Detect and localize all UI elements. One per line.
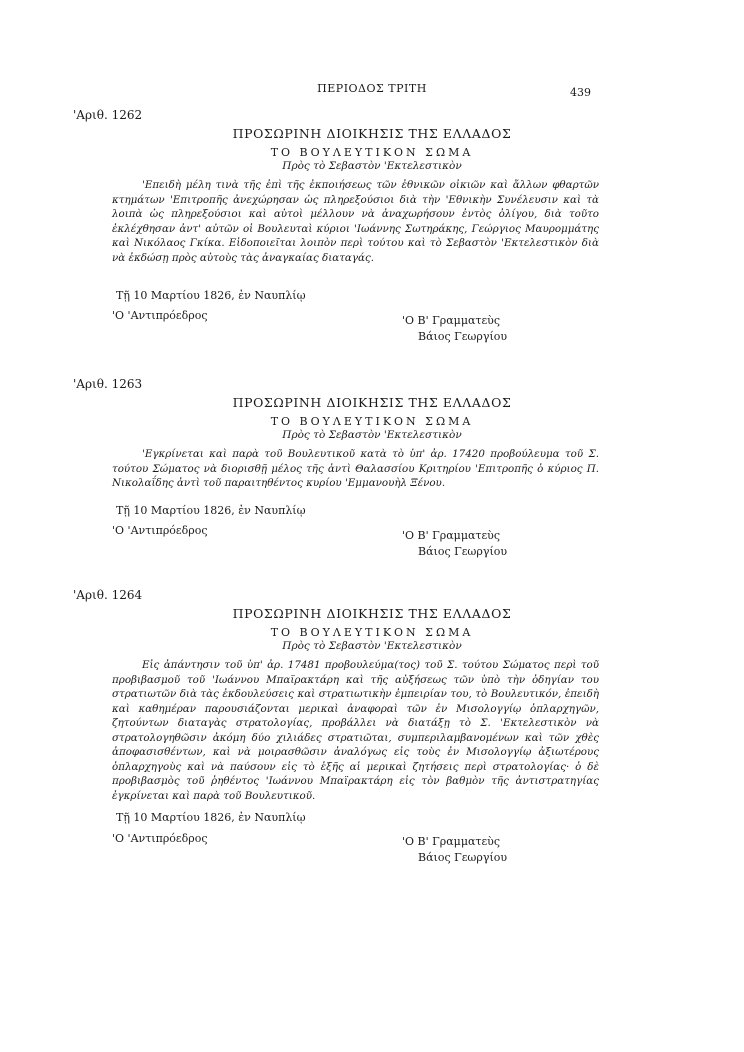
recipient-line: Πρὸς τὸ Σεβαστὸν 'Εκτελεστικὸν bbox=[282, 640, 462, 652]
document-text: 'Επειδὴ μέλη τινὰ τῆς ἐπὶ τῆς ἐκποιήσεως τῶν ἐθνικῶν οἰκιῶν καὶ ἄλλων φθαρτῶν κτημάτων 'Επιτροπῆς ἀνεχώρησαν ὡς πληρεξούσιοι διὰ τὴν 'Εθνικὴν Συνέλευσιν καὶ τὰ λοιπὰ ὡς πληρεξούσιοι καὶ αὐτοὶ μέλλουν νὰ ἀναχωρήσουν ἐντὸς ὀλίγου, διὰ τοῦτο ἐκλέχθησαν ἀντ' αὐτῶν οἱ Βουλευταὶ κύριοι 'Ιωάννης Σωτηράκης, Γεώργιος Μαυρομμάτης καὶ Νικόλαος Γκίκα. Εἰδοποιεῖται λοιπὸν περὶ τούτου καὶ τὸ Σεβαστὸν 'Εκτελεστικὸν διὰ νὰ ἐκδώσῃ πρὸς αὐτοὺς τὰς ἀναγκαίας διαταγάς. bbox=[112, 179, 599, 264]
date-line: Τῇ 10 Μαρτίου 1826, ἐν Ναυπλίῳ bbox=[116, 811, 306, 824]
document-number: 'Αριθ. 1263 bbox=[73, 377, 143, 391]
secretary-name: Βάιος Γεωργίου bbox=[418, 330, 508, 343]
document-text: 'Εγκρίνεται καὶ παρὰ τοῦ Βουλευτικοῦ κατὰ τὸ ὑπ' ἀρ. 17420 προβούλευμα τοῦ Σ. τούτου Σώματος νὰ διορισθῇ μέλος τῆς ἀντὶ Θαλασσίου Κριτηρίου 'Επιτροπῆς ὁ κύριος Π. Νικολαΐδης ἀντὶ τοῦ παραιτηθέντος κυρίου 'Εμμανουὴλ Ξένου. bbox=[112, 448, 599, 489]
secretary-title: 'Ο Β' Γραμματεὺς bbox=[402, 835, 501, 848]
document-1262 bbox=[0, 108, 744, 358]
authority-heading: ΠΡΟΣΩΡΙΝΗ ΔΙΟΙΚΗΣΙΣ ΤΗΣ ΕΛΛΑΔΟΣ bbox=[232, 606, 512, 621]
document-number: 'Αριθ. 1264 bbox=[73, 588, 143, 602]
page-header bbox=[0, 82, 744, 98]
running-title: ΠΕΡΙΟΔΟΣ ΤΡΙΤΗ bbox=[317, 82, 427, 95]
secretary-title: 'Ο Β' Γραμματεὺς bbox=[402, 314, 501, 327]
body-heading: ΤΟ ΒΟΥΛΕΥΤΙΚΟΝ ΣΩΜΑ bbox=[270, 146, 474, 159]
vice-president-signature: 'Ο 'Αντιπρόεδρος bbox=[112, 524, 208, 537]
vice-president-signature: 'Ο 'Αντιπρόεδρος bbox=[112, 309, 208, 322]
date-line: Τῇ 10 Μαρτίου 1826, ἐν Ναυπλίῳ bbox=[116, 289, 306, 302]
vice-president-signature: 'Ο 'Αντιπρόεδρος bbox=[112, 832, 208, 845]
document-text: Εἰς ἀπάντησιν τοῦ ὑπ' ἀρ. 17481 προβουλεύμα(τος) τοῦ Σ. τούτου Σώματος περὶ τοῦ προβιβασμοῦ τοῦ 'Ιωάννου Μπαϊρακτάρη καὶ τῆς αὐξήσεως τῶν ὑπὸ τὴν ὁδηγίαν του στρατιωτῶν διὰ τὰς ἐκδουλεύσεις καὶ στρατιωτικὴν ἐμπειρίαν του, τὸ Βουλευτικόν, ἐπειδὴ καὶ καθημέραν παρουσιάζονται μερικαὶ ἀναφοραὶ τῶν ἐν Μισολογγίῳ ὁπλαρχηγῶν, ζητούντων διαταγὰς στρατολογίας, προβάλλει νὰ διατάξῃ τὸ Σ. 'Εκτελεστικὸν νὰ στρατολογηθῶσιν ἀκόμη δύο χιλιάδες στρατιῶται, συμπεριλαμβανομένων καὶ τῶν χθὲς ἀποφασισθέντων, καὶ νὰ μοιρασθῶσιν ἀναλόγως εἰς τοὺς ἐν Μισολογγίῳ ἀξιωτέρους ὁπλαρχηγοὺς καὶ νὰ παύσουν εἰς τὸ ἑξῆς αἱ μερικαὶ ζητήσεις περὶ στρατολογίας· ὁ δὲ προβιβασμὸς τοῦ ῥηθέντος 'Ιωάννου Μπαϊρακτάρη εἰς τὸν βαθμὸν τῆς ἀντιστρατηγίας ἐγκρίνεται καὶ παρὰ τοῦ Βουλευτικοῦ. bbox=[112, 659, 599, 802]
body-heading: ΤΟ ΒΟΥΛΕΥΤΙΚΟΝ ΣΩΜΑ bbox=[270, 626, 474, 639]
recipient-line: Πρὸς τὸ Σεβαστὸν 'Εκτελεστικὸν bbox=[282, 160, 462, 172]
page-number: 439 bbox=[570, 86, 591, 99]
secretary-signature bbox=[372, 314, 552, 343]
document-1263 bbox=[0, 377, 744, 577]
secretary-signature bbox=[372, 529, 552, 558]
date-line: Τῇ 10 Μαρτίου 1826, ἐν Ναυπλίῳ bbox=[116, 504, 306, 517]
document-1264 bbox=[0, 588, 744, 888]
secretary-title: 'Ο Β' Γραμματεὺς bbox=[402, 529, 501, 542]
authority-heading: ΠΡΟΣΩΡΙΝΗ ΔΙΟΙΚΗΣΙΣ ΤΗΣ ΕΛΛΑΔΟΣ bbox=[232, 395, 512, 410]
body-heading: ΤΟ ΒΟΥΛΕΥΤΙΚΟΝ ΣΩΜΑ bbox=[270, 415, 474, 428]
authority-heading: ΠΡΟΣΩΡΙΝΗ ΔΙΟΙΚΗΣΙΣ ΤΗΣ ΕΛΛΑΔΟΣ bbox=[232, 126, 512, 141]
secretary-signature bbox=[372, 835, 552, 864]
document-number: 'Αριθ. 1262 bbox=[73, 108, 143, 122]
recipient-line: Πρὸς τὸ Σεβαστὸν 'Εκτελεστικὸν bbox=[282, 429, 462, 441]
secretary-name: Βάιος Γεωργίου bbox=[418, 851, 508, 864]
secretary-name: Βάιος Γεωργίου bbox=[418, 545, 508, 558]
